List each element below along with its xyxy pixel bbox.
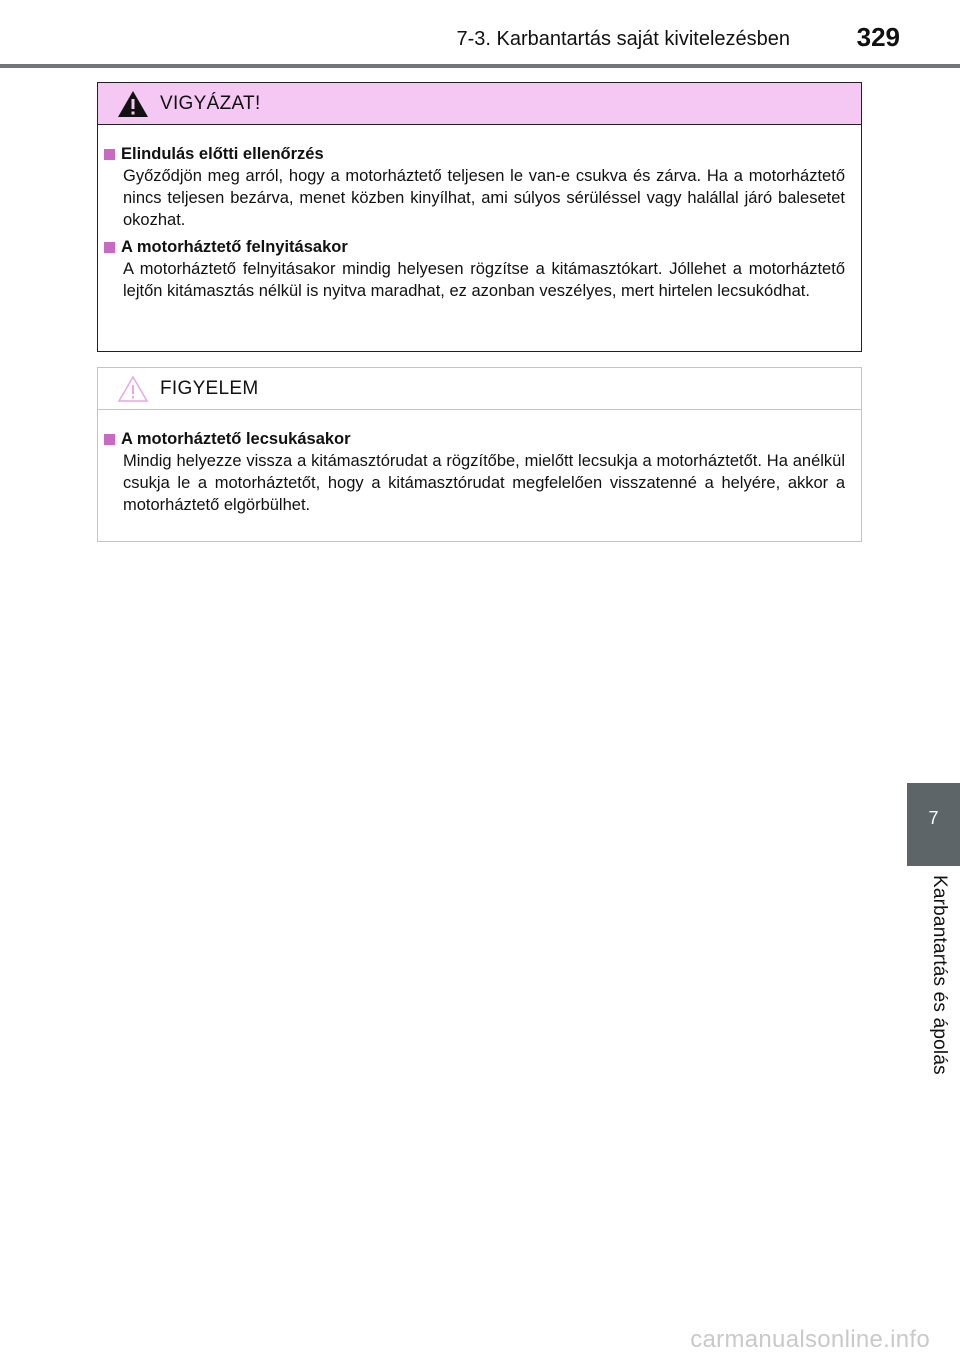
caution-header xyxy=(98,83,861,125)
page-number: 329 xyxy=(856,22,900,52)
caution-title: VIGYÁZAT! xyxy=(160,92,261,114)
watermark: carmanualsonline.info xyxy=(690,1326,930,1353)
chapter-label: Karbantartás és ápolás xyxy=(929,875,950,1075)
item-text: Mindig helyezze vissza a kitámasztórudat a rögzítőbe, mielőtt lecsukja a motorháztetőt. Ha anélkül csukja le a motorháztetőt, hogy a kitámasztórudat megfelelően visszatenné a helyére, akkor a motorháztető elgörbülhet. xyxy=(123,452,845,514)
notice-title: FIGYELEM xyxy=(160,377,259,399)
item-title: Elindulás előtti ellenőrzés xyxy=(121,145,324,163)
notice-item xyxy=(104,428,845,516)
item-title: A motorháztető felnyitásakor xyxy=(121,238,348,256)
item-title: A motorháztető lecsukásakor xyxy=(121,430,351,448)
section-title: 7-3. Karbantartás saját kivitelezésben xyxy=(456,28,790,50)
caution-item xyxy=(104,236,845,302)
caution-box xyxy=(97,82,862,352)
header-rule xyxy=(0,64,960,68)
caution-body xyxy=(98,125,861,302)
square-bullet-icon xyxy=(104,434,115,445)
warning-filled-icon xyxy=(116,89,150,119)
warning-outline-icon xyxy=(116,374,150,404)
item-text: Győződjön meg arról, hogy a motorháztető teljesen le van-e csukva és zárva. Ha a motorháztető nincs teljesen bezárva, menet közben kinyílhat, ami súlyos sérüléssel vagy halállal járó balesetet okozhat. xyxy=(123,167,845,229)
chapter-tab: 7 xyxy=(907,783,960,866)
notice-box xyxy=(97,367,862,542)
notice-body xyxy=(98,410,861,516)
square-bullet-icon xyxy=(104,242,115,253)
notice-header xyxy=(98,368,861,410)
item-text: A motorháztető felnyitásakor mindig helyesen rögzítse a kitámasztókart. Jóllehet a motorháztető lejtőn kitámasztás nélkül is nyitva maradhat, ez azonban veszélyes, mert hirtelen lecsukódhat. xyxy=(123,260,845,300)
square-bullet-icon xyxy=(104,149,115,160)
caution-item xyxy=(104,143,845,231)
